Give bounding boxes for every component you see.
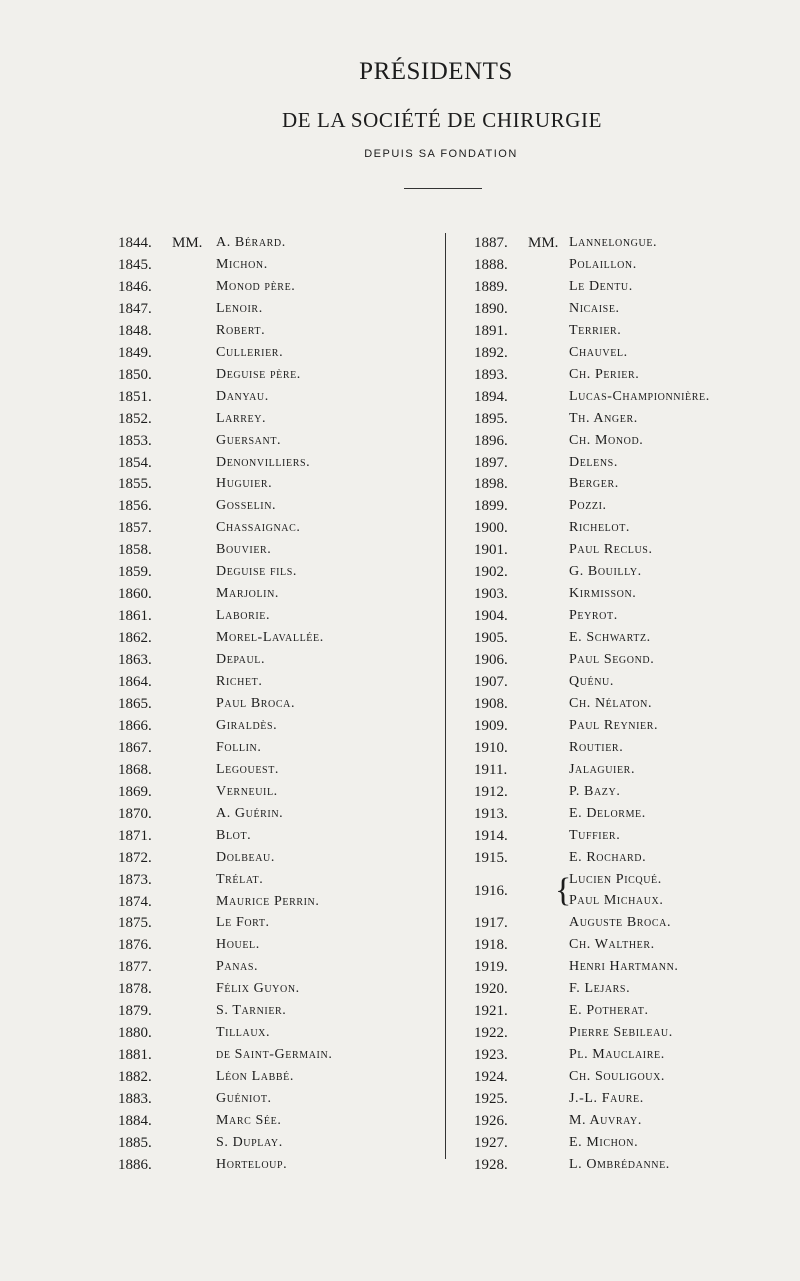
president-name: Dolbeau. — [216, 849, 275, 865]
year: 1858. — [118, 542, 152, 559]
year: 1916. — [474, 882, 508, 899]
page-subtitle: DE LA SOCIÉTÉ DE CHIRURGIE — [281, 108, 603, 132]
year: 1847. — [118, 300, 152, 317]
president-name: Paul Reynier. — [569, 717, 659, 733]
year: 1921. — [474, 1003, 508, 1020]
year: 1897. — [474, 454, 508, 471]
president-name: Danyau. — [216, 388, 269, 404]
president-name: Lucas-Championnière. — [569, 388, 710, 404]
president-name: Paul Broca. — [216, 695, 296, 711]
year: 1927. — [474, 1134, 508, 1151]
year: 1876. — [118, 937, 152, 954]
president-name: Richet. — [216, 674, 263, 689]
president-name: Chassaignac. — [216, 520, 301, 536]
president-name: Larrey. — [216, 410, 267, 426]
president-name: Legouest. — [216, 761, 280, 777]
president-name: Ch. Perier. — [569, 366, 640, 382]
year: 1878. — [118, 981, 152, 998]
year: 1898. — [474, 476, 508, 493]
president-name: Richelot. — [569, 520, 631, 536]
year: 1920. — [474, 981, 508, 998]
president-name: Trélat. — [216, 871, 264, 887]
president-name: Auguste Broca. — [569, 915, 672, 931]
page-title: PRÉSIDENTS — [359, 58, 513, 85]
year: 1879. — [118, 1003, 152, 1020]
president-name: Félix Guyon. — [216, 981, 300, 997]
president-name: Kirmisson. — [569, 586, 637, 602]
president-name: F. Lejars. — [569, 981, 631, 997]
president-name: Ch. Walther. — [569, 937, 655, 953]
president-name: Robert. — [216, 322, 266, 338]
year: 1901. — [474, 542, 508, 559]
year: 1866. — [118, 717, 152, 734]
president-name: Terrier. — [569, 322, 622, 338]
president-name: Th. Anger. — [569, 410, 638, 426]
president-name: Quénu. — [569, 674, 614, 689]
year: 1909. — [474, 717, 508, 734]
president-name: Panas. — [216, 959, 259, 975]
year: 1872. — [118, 849, 152, 866]
year: 1850. — [118, 366, 152, 383]
president-name: Depaul. — [216, 652, 266, 668]
president-name: Tillaux. — [216, 1025, 271, 1041]
year: 1913. — [474, 805, 508, 822]
year: 1907. — [474, 674, 508, 690]
president-name: Chauvel. — [569, 344, 628, 360]
year: 1852. — [118, 410, 152, 427]
year: 1855. — [118, 476, 152, 493]
president-name: Bouvier. — [216, 542, 272, 558]
president-name: de Saint-Germain. — [216, 1047, 333, 1063]
year: 1923. — [474, 1047, 508, 1064]
president-name: Jalaguier. — [569, 761, 636, 777]
year: 1882. — [118, 1069, 152, 1086]
year: 1912. — [474, 783, 508, 800]
president-name: Laborie. — [216, 608, 271, 624]
year: 1857. — [118, 520, 152, 537]
president-name: Léon Labbé. — [216, 1069, 294, 1085]
year: 1869. — [118, 783, 152, 800]
year: 1865. — [118, 695, 152, 712]
year: 1854. — [118, 454, 152, 471]
president-name: Giraldès. — [216, 717, 278, 733]
year: 1862. — [118, 630, 152, 647]
year: 1868. — [118, 761, 152, 778]
year: 1914. — [474, 827, 508, 844]
year: 1870. — [118, 805, 152, 822]
year: 1885. — [118, 1134, 152, 1151]
president-name: E. Delorme. — [569, 805, 646, 821]
year: 1859. — [118, 564, 152, 581]
year: 1917. — [474, 915, 508, 932]
mm-label: MM. — [172, 235, 203, 251]
president-name: Pierre Sebileau. — [569, 1025, 673, 1041]
president-name: Marjolin. — [216, 586, 280, 602]
president-name: S. Duplay. — [216, 1134, 283, 1150]
year: 1888. — [474, 256, 508, 273]
year: 1853. — [118, 432, 152, 449]
year: 1848. — [118, 322, 152, 339]
president-name: Polaillon. — [569, 256, 637, 272]
year: 1889. — [474, 278, 508, 295]
year: 1896. — [474, 432, 508, 449]
president-name: Paul Michaux. — [569, 893, 664, 909]
president-name: Ch. Souligoux. — [569, 1069, 666, 1085]
president-name: Le Fort. — [216, 915, 270, 931]
year: 1915. — [474, 849, 508, 866]
year: 1880. — [118, 1025, 152, 1042]
year: 1925. — [474, 1091, 508, 1108]
year: 1900. — [474, 520, 508, 537]
president-name: Michon. — [216, 256, 268, 272]
year: 1891. — [474, 322, 508, 339]
year: 1908. — [474, 695, 508, 712]
year: 1892. — [474, 344, 508, 361]
president-name: Guersant. — [216, 432, 282, 448]
year: 1871. — [118, 827, 152, 844]
president-name: Ch. Monod. — [569, 432, 644, 448]
title-rule — [404, 188, 482, 189]
year: 1884. — [118, 1113, 152, 1129]
year: 1844. — [118, 235, 152, 251]
year: 1903. — [474, 586, 508, 603]
year: 1926. — [474, 1113, 508, 1129]
president-name: Deguise père. — [216, 366, 301, 382]
president-name: Lucien Picqué. — [569, 871, 662, 887]
year: 1845. — [118, 256, 152, 273]
president-name: Pl. Mauclaire. — [569, 1047, 665, 1063]
year: 1918. — [474, 937, 508, 954]
president-name: Horteloup. — [216, 1156, 288, 1172]
president-name: Morel-Lavallée. — [216, 630, 324, 646]
year: 1863. — [118, 652, 152, 669]
year: 1849. — [118, 344, 152, 361]
president-name: G. Bouilly. — [569, 564, 642, 580]
year: 1906. — [474, 652, 508, 669]
president-name: E. Potherat. — [569, 1003, 649, 1019]
president-name: Denonvilliers. — [216, 454, 311, 470]
year: 1846. — [118, 278, 152, 295]
president-name: Verneuil. — [216, 783, 278, 799]
president-name: Guéniot. — [216, 1091, 272, 1107]
year: 1881. — [118, 1047, 152, 1064]
president-name: A. Bérard. — [216, 235, 286, 250]
year: 1919. — [474, 959, 508, 976]
president-name: Huguier. — [216, 476, 273, 492]
year: 1886. — [118, 1156, 152, 1173]
president-name: M. Auvray. — [569, 1113, 642, 1128]
year: 1924. — [474, 1069, 508, 1086]
president-name: Ch. Nélaton. — [569, 695, 653, 711]
year: 1861. — [118, 608, 152, 625]
year: 1851. — [118, 388, 152, 405]
president-name: Peyrot. — [569, 608, 618, 624]
year: 1928. — [474, 1156, 508, 1173]
president-name: Monod père. — [216, 278, 296, 294]
president-name: Berger. — [569, 476, 619, 492]
column-divider — [445, 233, 446, 1159]
year: 1860. — [118, 586, 152, 603]
president-name: Lannelongue. — [569, 235, 658, 250]
president-name: Delens. — [569, 454, 618, 470]
year: 1867. — [118, 739, 152, 756]
president-name: Houel. — [216, 937, 260, 953]
year: 1904. — [474, 608, 508, 625]
year: 1902. — [474, 564, 508, 581]
president-name: Lenoir. — [216, 300, 263, 316]
year: 1890. — [474, 300, 508, 317]
president-name: Gosselin. — [216, 498, 277, 514]
president-name: Maurice Perrin. — [216, 893, 320, 909]
page-caption: DEPUIS SA FONDATION — [364, 148, 518, 160]
president-name: Marc Sée. — [216, 1113, 282, 1128]
president-name: Tuffier. — [569, 827, 621, 843]
year: 1856. — [118, 498, 152, 515]
president-name: Le Dentu. — [569, 278, 633, 294]
year: 1864. — [118, 674, 152, 690]
year: 1922. — [474, 1025, 508, 1042]
year: 1910. — [474, 739, 508, 756]
president-name: Pozzi. — [569, 498, 607, 514]
president-name: Cullerier. — [216, 344, 284, 360]
president-name: Deguise fils. — [216, 564, 298, 580]
president-name: E. Michon. — [569, 1134, 639, 1150]
president-name: P. Bazy. — [569, 783, 621, 799]
president-name: Routier. — [569, 739, 624, 755]
year: 1883. — [118, 1091, 152, 1108]
president-name: Henri Hartmann. — [569, 959, 679, 975]
year: 1911. — [474, 761, 508, 778]
president-name: Blot. — [216, 827, 252, 843]
year: 1887. — [474, 235, 508, 251]
president-name: Follin. — [216, 739, 262, 755]
year: 1893. — [474, 366, 508, 383]
year: 1899. — [474, 498, 508, 515]
year: 1877. — [118, 959, 152, 976]
mm-label: MM. — [528, 235, 559, 251]
president-name: J.-L. Faure. — [569, 1091, 644, 1107]
president-name: S. Tarnier. — [216, 1003, 287, 1019]
president-name: Nicaise. — [569, 300, 620, 316]
year: 1894. — [474, 388, 508, 405]
president-name: A. Guérin. — [216, 805, 284, 821]
president-name: L. Ombrédanne. — [569, 1156, 670, 1172]
president-name: E. Rochard. — [569, 849, 647, 865]
president-name: Paul Reclus. — [569, 542, 653, 558]
year: 1895. — [474, 410, 508, 427]
president-name: E. Schwartz. — [569, 630, 651, 646]
year: 1874. — [118, 893, 152, 910]
brace-glyph: { — [555, 871, 572, 909]
year: 1873. — [118, 871, 152, 888]
year: 1875. — [118, 915, 152, 932]
year: 1905. — [474, 630, 508, 647]
president-name: Paul Segond. — [569, 652, 655, 668]
